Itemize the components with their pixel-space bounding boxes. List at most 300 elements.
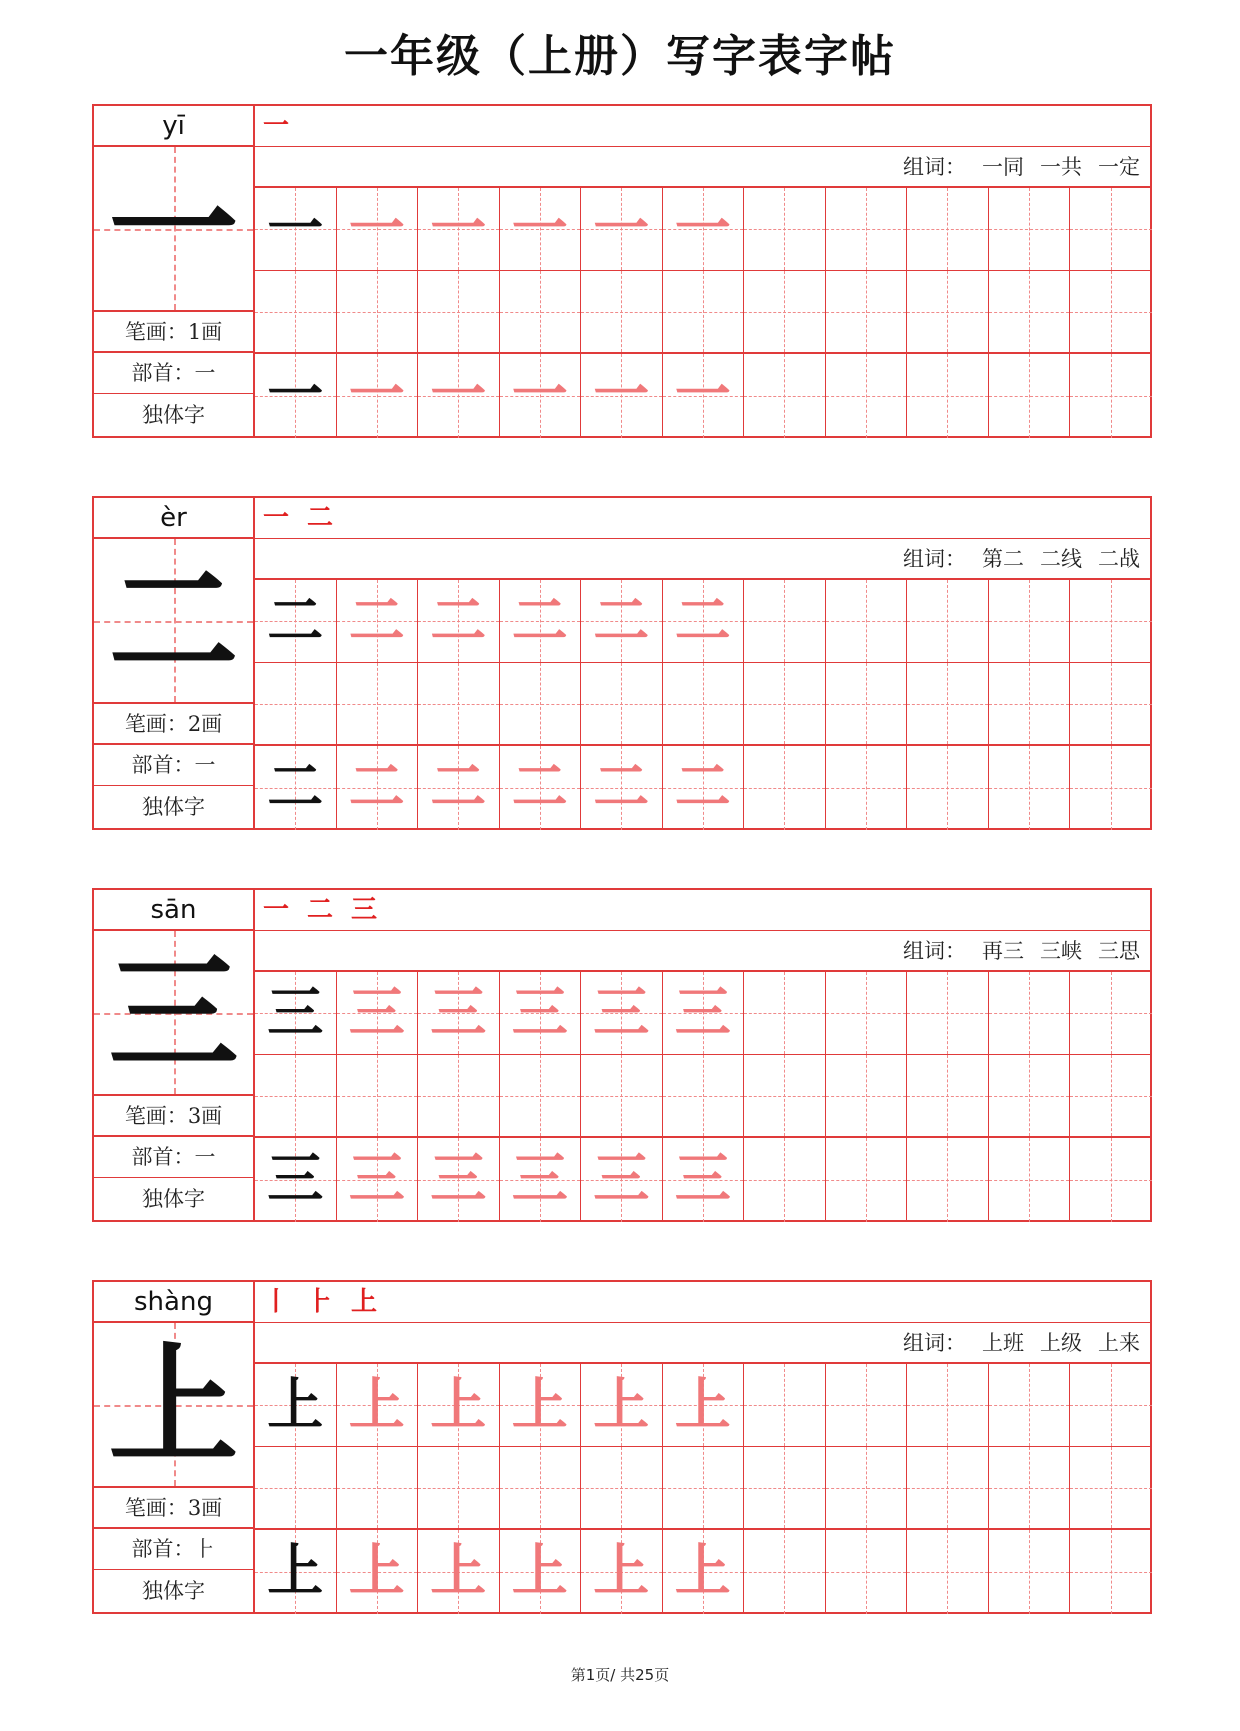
- practice-cell[interactable]: [663, 1447, 745, 1528]
- word-example: 一共: [1040, 155, 1082, 179]
- trace-character: 一: [674, 362, 731, 428]
- word-example: 上班: [982, 1331, 1024, 1355]
- cell-guide-horizontal: [1070, 1488, 1152, 1489]
- cell-guide-horizontal: [337, 704, 418, 705]
- practice-cell[interactable]: [826, 580, 908, 662]
- radical: [94, 1529, 253, 1570]
- practice-cell[interactable]: [826, 188, 908, 270]
- practice-cell[interactable]: [337, 580, 419, 662]
- practice-cell[interactable]: [500, 271, 582, 352]
- practice-cell[interactable]: [255, 663, 337, 744]
- practice-cell[interactable]: [337, 271, 419, 352]
- practice-cell[interactable]: [663, 1138, 745, 1222]
- practice-cell[interactable]: [581, 663, 663, 744]
- cell-guide-horizontal: [744, 229, 825, 230]
- cell-guide-horizontal: [744, 1488, 825, 1489]
- model-character: 一: [108, 153, 239, 306]
- model-character: 三: [108, 937, 239, 1090]
- cell-guide-horizontal: [418, 312, 499, 313]
- practice-cell[interactable]: [744, 1138, 826, 1222]
- cell-guide-horizontal: [989, 788, 1070, 789]
- practice-cell[interactable]: [989, 1138, 1071, 1222]
- practice-grid-row: [255, 188, 1150, 271]
- cell-guide-horizontal: [663, 704, 744, 705]
- practice-cell[interactable]: [418, 746, 500, 830]
- practice-cell[interactable]: [337, 972, 419, 1054]
- practice-cell[interactable]: [744, 746, 826, 830]
- trace-character: 二: [430, 588, 487, 654]
- radical-label: 部首：: [131, 1145, 195, 1169]
- practice-cell[interactable]: [1070, 972, 1152, 1054]
- practice-cell[interactable]: [1070, 354, 1152, 438]
- practice-cell[interactable]: [826, 1364, 908, 1446]
- practice-cell[interactable]: [337, 188, 419, 270]
- practice-cell[interactable]: [255, 746, 337, 830]
- trace-character: 三: [348, 980, 405, 1046]
- trace-character: 上: [430, 1372, 487, 1438]
- word-examples: [255, 539, 1150, 580]
- practice-cell[interactable]: [581, 746, 663, 830]
- cell-guide-horizontal: [581, 1096, 662, 1097]
- practice-cell[interactable]: [418, 663, 500, 744]
- trace-character: 一: [430, 196, 487, 262]
- practice-cell[interactable]: [581, 1055, 663, 1136]
- practice-cell[interactable]: [663, 1055, 745, 1136]
- character-block: [92, 1280, 1152, 1614]
- stroke-order-step: 二: [307, 895, 334, 925]
- model-character-box: [94, 1323, 253, 1488]
- practice-cell[interactable]: [337, 1138, 419, 1222]
- trace-character: 三: [674, 1146, 731, 1212]
- practice-cell[interactable]: [907, 188, 989, 270]
- structure-type: 独体字: [142, 1187, 205, 1211]
- practice-cell[interactable]: [581, 972, 663, 1054]
- practice-cell[interactable]: [581, 1138, 663, 1222]
- practice-cell[interactable]: [500, 1364, 582, 1446]
- practice-cell[interactable]: [337, 1364, 419, 1446]
- cell-guide-horizontal: [907, 704, 988, 705]
- word-examples: [255, 147, 1150, 188]
- practice-cell[interactable]: [581, 271, 663, 352]
- cell-guide-horizontal: [989, 1013, 1070, 1014]
- practice-cell[interactable]: [500, 354, 582, 438]
- practice-cell[interactable]: [500, 1055, 582, 1136]
- practice-cell[interactable]: [418, 1364, 500, 1446]
- cell-guide-horizontal: [744, 1572, 825, 1573]
- practice-cell[interactable]: [744, 1055, 826, 1136]
- trace-character: 一: [348, 196, 405, 262]
- practice-cell[interactable]: [907, 580, 989, 662]
- trace-character: 三: [674, 980, 731, 1046]
- practice-cell[interactable]: [1070, 188, 1152, 270]
- practice-cell[interactable]: [989, 580, 1071, 662]
- practice-cell[interactable]: [418, 354, 500, 438]
- cell-guide-horizontal: [663, 312, 744, 313]
- radical-value: 一: [194, 361, 216, 385]
- cell-guide-horizontal: [907, 1405, 988, 1406]
- radical: [94, 1137, 253, 1178]
- practice-cell[interactable]: [989, 188, 1071, 270]
- practice-cell[interactable]: [255, 271, 337, 352]
- cell-guide-horizontal: [744, 1405, 825, 1406]
- practice-cell[interactable]: [744, 972, 826, 1054]
- stroke-order-step: 二: [307, 503, 334, 533]
- example-character: 上: [267, 1538, 324, 1604]
- trace-character: 上: [674, 1372, 731, 1438]
- page-title: 一年级（上册）写字表字帖: [344, 31, 896, 82]
- practice-grid-row: [255, 271, 1150, 354]
- practice-cell[interactable]: [418, 271, 500, 352]
- model-character: 二: [108, 545, 239, 698]
- practice-cell[interactable]: [744, 1530, 826, 1614]
- cell-guide-horizontal: [989, 621, 1070, 622]
- cell-guide-horizontal: [826, 1405, 907, 1406]
- cell-guide-horizontal: [663, 1488, 744, 1489]
- practice-area: [255, 888, 1152, 1222]
- trace-character: 二: [511, 754, 568, 820]
- practice-cell[interactable]: [1070, 1364, 1152, 1446]
- practice-cell[interactable]: [663, 580, 745, 662]
- cell-guide-horizontal: [581, 1488, 662, 1489]
- example-character: 二: [267, 588, 324, 654]
- cell-guide-horizontal: [989, 704, 1070, 705]
- cell-guide-horizontal: [500, 312, 581, 313]
- cell-guide-horizontal: [826, 396, 907, 397]
- word-example: 一同: [982, 155, 1024, 179]
- practice-cell[interactable]: [663, 271, 745, 352]
- cell-guide-horizontal: [1070, 1013, 1152, 1014]
- practice-cell[interactable]: [581, 1364, 663, 1446]
- page-footer: 第1页/ 共25页: [570, 1666, 670, 1684]
- practice-cell[interactable]: [500, 580, 582, 662]
- practice-area: [255, 496, 1152, 830]
- radical-label: 部首：: [131, 753, 195, 777]
- practice-cell[interactable]: [1070, 1138, 1152, 1222]
- practice-cell[interactable]: [907, 354, 989, 438]
- cell-guide-horizontal: [581, 312, 662, 313]
- practice-cell[interactable]: [581, 188, 663, 270]
- practice-grid-row: [255, 1447, 1150, 1530]
- practice-cell[interactable]: [255, 972, 337, 1054]
- practice-grid-row: [255, 580, 1150, 663]
- stroke-count-value: 3画: [187, 1496, 223, 1520]
- practice-cell[interactable]: [826, 1138, 908, 1222]
- trace-character: 三: [593, 1146, 650, 1212]
- practice-cell[interactable]: [907, 1138, 989, 1222]
- practice-cell[interactable]: [581, 354, 663, 438]
- cell-guide-horizontal: [1070, 704, 1152, 705]
- practice-cell[interactable]: [907, 1055, 989, 1136]
- character-block: [92, 888, 1152, 1222]
- stroke-order: [255, 498, 1150, 539]
- trace-character: 上: [348, 1538, 405, 1604]
- cell-guide-horizontal: [744, 396, 825, 397]
- practice-cell[interactable]: [663, 354, 745, 438]
- practice-area: [255, 1280, 1152, 1614]
- practice-cell[interactable]: [337, 663, 419, 744]
- cell-guide-horizontal: [744, 1096, 825, 1097]
- cell-guide-horizontal: [826, 788, 907, 789]
- radical-label: 部首：: [131, 1537, 195, 1561]
- trace-character: 上: [593, 1538, 650, 1604]
- character-info-column: [92, 888, 255, 1222]
- model-character-box: [94, 539, 253, 704]
- words-label: 组词：: [903, 1331, 966, 1355]
- practice-cell[interactable]: [1070, 1447, 1152, 1528]
- pinyin: sān: [94, 890, 253, 931]
- practice-cell[interactable]: [744, 663, 826, 744]
- practice-cell[interactable]: [255, 188, 337, 270]
- cell-guide-horizontal: [255, 1488, 336, 1489]
- trace-character: 上: [674, 1538, 731, 1604]
- stroke-order-step: 一: [263, 503, 290, 533]
- cell-guide-horizontal: [826, 1180, 907, 1181]
- cell-guide-horizontal: [826, 1572, 907, 1573]
- cell-guide-horizontal: [337, 312, 418, 313]
- stroke-count: [94, 312, 253, 353]
- example-character: 三: [267, 980, 324, 1046]
- trace-character: 三: [430, 980, 487, 1046]
- cell-guide-horizontal: [989, 1488, 1070, 1489]
- practice-cell[interactable]: [418, 1447, 500, 1528]
- stroke-count: [94, 1488, 253, 1529]
- practice-cell[interactable]: [418, 972, 500, 1054]
- model-character: 上: [108, 1329, 239, 1482]
- practice-cell[interactable]: [744, 271, 826, 352]
- practice-cell[interactable]: [418, 1055, 500, 1136]
- practice-cell[interactable]: [255, 1364, 337, 1446]
- practice-cell[interactable]: [826, 271, 908, 352]
- practice-cell[interactable]: [255, 580, 337, 662]
- practice-cell[interactable]: [337, 1447, 419, 1528]
- practice-cell[interactable]: [500, 1138, 582, 1222]
- practice-cell[interactable]: [418, 1138, 500, 1222]
- words-label: 组词：: [903, 547, 966, 571]
- cell-guide-horizontal: [989, 312, 1070, 313]
- trace-character: 一: [511, 196, 568, 262]
- word-examples: [255, 1323, 1150, 1364]
- cell-guide-horizontal: [826, 621, 907, 622]
- practice-cell[interactable]: [663, 1364, 745, 1446]
- practice-cell[interactable]: [744, 1447, 826, 1528]
- practice-cell[interactable]: [500, 663, 582, 744]
- practice-cell[interactable]: [255, 1447, 337, 1528]
- practice-cell[interactable]: [989, 746, 1071, 830]
- practice-grid-row: [255, 1364, 1150, 1447]
- word-example: 再三: [982, 939, 1024, 963]
- practice-cell[interactable]: [826, 972, 908, 1054]
- cell-guide-horizontal: [907, 1096, 988, 1097]
- stroke-count-value: 3画: [187, 1104, 223, 1128]
- radical: [94, 353, 253, 394]
- model-character-box: [94, 931, 253, 1096]
- practice-cell[interactable]: [337, 354, 419, 438]
- practice-cell[interactable]: [907, 972, 989, 1054]
- cell-guide-horizontal: [500, 704, 581, 705]
- radical-value: 一: [194, 1145, 216, 1169]
- practice-cell[interactable]: [744, 188, 826, 270]
- practice-cell[interactable]: [581, 1530, 663, 1614]
- trace-character: 三: [430, 1146, 487, 1212]
- practice-cell[interactable]: [1070, 1055, 1152, 1136]
- practice-cell[interactable]: [744, 1364, 826, 1446]
- stroke-count-label: 笔画：: [124, 1496, 188, 1520]
- character-info-column: [92, 1280, 255, 1614]
- practice-cell[interactable]: [989, 663, 1071, 744]
- practice-cell[interactable]: [500, 1530, 582, 1614]
- practice-cell[interactable]: [989, 1447, 1071, 1528]
- practice-cell[interactable]: [581, 1447, 663, 1528]
- trace-character: 一: [674, 196, 731, 262]
- practice-cell[interactable]: [337, 1530, 419, 1614]
- example-character: 一: [267, 196, 324, 262]
- cell-guide-horizontal: [989, 1572, 1070, 1573]
- pinyin: yī: [94, 106, 253, 147]
- cell-guide-horizontal: [907, 229, 988, 230]
- character-block: [92, 104, 1152, 438]
- practice-cell[interactable]: [1070, 663, 1152, 744]
- cell-guide-horizontal: [255, 1096, 336, 1097]
- stroke-order-step: 丨: [263, 1287, 290, 1317]
- radical-value: 一: [194, 753, 216, 777]
- practice-cell[interactable]: [255, 1055, 337, 1136]
- cell-guide-horizontal: [907, 1572, 988, 1573]
- practice-cell[interactable]: [1070, 580, 1152, 662]
- practice-cell[interactable]: [500, 746, 582, 830]
- cell-guide-horizontal: [907, 396, 988, 397]
- practice-cell[interactable]: [744, 354, 826, 438]
- practice-cell[interactable]: [663, 663, 745, 744]
- practice-cell[interactable]: [826, 746, 908, 830]
- stroke-order-step: 上: [351, 1287, 378, 1317]
- cell-guide-horizontal: [826, 1013, 907, 1014]
- practice-cell[interactable]: [663, 972, 745, 1054]
- cell-guide-horizontal: [989, 1096, 1070, 1097]
- trace-character: 二: [593, 588, 650, 654]
- practice-cell[interactable]: [907, 746, 989, 830]
- cell-guide-horizontal: [500, 1488, 581, 1489]
- stroke-count-label: 笔画：: [124, 320, 188, 344]
- practice-cell[interactable]: [826, 1530, 908, 1614]
- practice-cell[interactable]: [989, 271, 1071, 352]
- practice-cell[interactable]: [337, 746, 419, 830]
- practice-area: [255, 104, 1152, 438]
- practice-cell[interactable]: [255, 1138, 337, 1222]
- trace-character: 一: [430, 362, 487, 428]
- model-character-box: [94, 147, 253, 312]
- word-example: 二战: [1098, 547, 1140, 571]
- trace-character: 一: [593, 362, 650, 428]
- practice-cell[interactable]: [826, 663, 908, 744]
- example-character: 二: [267, 754, 324, 820]
- practice-cell[interactable]: [989, 1055, 1071, 1136]
- trace-character: 一: [348, 362, 405, 428]
- cell-guide-horizontal: [907, 312, 988, 313]
- practice-cell[interactable]: [255, 354, 337, 438]
- practice-cell[interactable]: [500, 1447, 582, 1528]
- practice-grid-row: [255, 354, 1150, 438]
- practice-cell[interactable]: [581, 580, 663, 662]
- cell-guide-horizontal: [744, 621, 825, 622]
- cell-guide-horizontal: [907, 788, 988, 789]
- cell-guide-horizontal: [826, 704, 907, 705]
- practice-cell[interactable]: [826, 354, 908, 438]
- character-block: [92, 496, 1152, 830]
- practice-grid-row: [255, 746, 1150, 830]
- cell-guide-horizontal: [337, 1096, 418, 1097]
- practice-cell[interactable]: [826, 1055, 908, 1136]
- trace-character: 三: [511, 980, 568, 1046]
- word-example: 上级: [1040, 1331, 1082, 1355]
- trace-character: 上: [511, 1372, 568, 1438]
- practice-cell[interactable]: [907, 1447, 989, 1528]
- structure-type: 独体字: [142, 1579, 205, 1603]
- practice-cell[interactable]: [1070, 746, 1152, 830]
- practice-grid-row: [255, 1138, 1150, 1222]
- practice-cell[interactable]: [418, 1530, 500, 1614]
- practice-cell[interactable]: [663, 188, 745, 270]
- practice-cell[interactable]: [1070, 271, 1152, 352]
- practice-cell[interactable]: [989, 1364, 1071, 1446]
- practice-cell[interactable]: [1070, 1530, 1152, 1614]
- practice-cell[interactable]: [989, 972, 1071, 1054]
- practice-cell[interactable]: [989, 1530, 1071, 1614]
- word-example: 三思: [1098, 939, 1140, 963]
- cell-guide-horizontal: [1070, 1405, 1152, 1406]
- stroke-count: [94, 704, 253, 745]
- cell-guide-horizontal: [418, 704, 499, 705]
- practice-cell[interactable]: [989, 354, 1071, 438]
- radical-label: 部首：: [131, 361, 195, 385]
- practice-cell[interactable]: [500, 972, 582, 1054]
- cell-guide-horizontal: [255, 312, 336, 313]
- practice-cell[interactable]: [418, 188, 500, 270]
- trace-character: 三: [348, 1146, 405, 1212]
- cell-guide-horizontal: [744, 788, 825, 789]
- practice-cell[interactable]: [744, 580, 826, 662]
- cell-guide-horizontal: [989, 1405, 1070, 1406]
- cell-guide-horizontal: [500, 1096, 581, 1097]
- practice-cell[interactable]: [418, 580, 500, 662]
- practice-cell[interactable]: [907, 663, 989, 744]
- practice-cell[interactable]: [907, 271, 989, 352]
- practice-cell[interactable]: [663, 746, 745, 830]
- practice-cell[interactable]: [826, 1447, 908, 1528]
- practice-cell[interactable]: [255, 1530, 337, 1614]
- practice-cell[interactable]: [500, 188, 582, 270]
- stroke-order-step: ⺊: [307, 1287, 334, 1317]
- practice-cell[interactable]: [907, 1530, 989, 1614]
- trace-character: 上: [511, 1538, 568, 1604]
- trace-character: 二: [430, 754, 487, 820]
- word-examples: [255, 931, 1150, 972]
- cell-guide-horizontal: [744, 312, 825, 313]
- cell-guide-horizontal: [418, 1096, 499, 1097]
- trace-character: 二: [348, 754, 405, 820]
- practice-cell[interactable]: [337, 1055, 419, 1136]
- practice-grid-row: [255, 663, 1150, 746]
- words-label: 组词：: [903, 939, 966, 963]
- cell-guide-horizontal: [418, 1488, 499, 1489]
- example-character: 一: [267, 362, 324, 428]
- cell-guide-horizontal: [826, 312, 907, 313]
- stroke-order-step: 一: [263, 895, 290, 925]
- practice-cell[interactable]: [907, 1364, 989, 1446]
- practice-cell[interactable]: [663, 1530, 745, 1614]
- word-example: 二线: [1040, 547, 1082, 571]
- cell-guide-horizontal: [907, 621, 988, 622]
- trace-character: 三: [593, 980, 650, 1046]
